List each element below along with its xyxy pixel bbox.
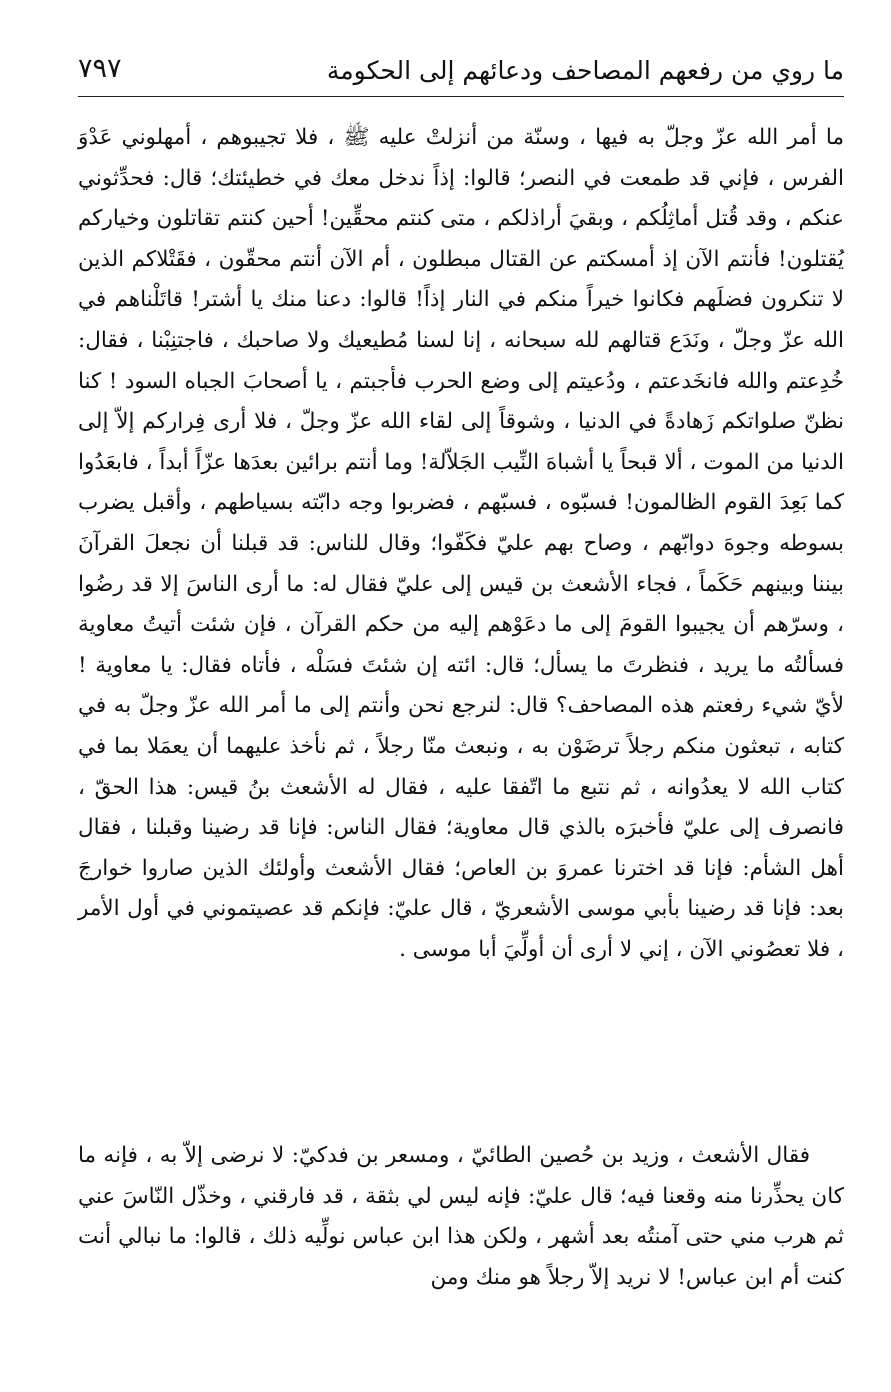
paragraph-text: فقال الأشعث ، وزيد بن حُصين الطائيّ ، ومسعر بن فدكيّ: لا نرضى إلاّ به ، فإنه ما كان يحذِّرنا منه وقعنا فيه؛ قال عليّ: فإنه ليس لي بثقة ، قد فارقني ، وخذّل النّاسَ عني ثم هرب مني حتى آمنتُه بعد أشهر ، ولكن هذا ابن عباس نولِّيه ذلك ، قالوا: ما نبالي أنت كنت أم ابن عباس! لا نريد إلاّ رجلاً هو منك ومن: [78, 1143, 844, 1290]
paragraph-text: ما أمر الله عزّ وجلّ به فيها ، وسنّة من أنزلتْ عليه ﷺ ، فلا تجيبوهم ، أمهلوني عَدْوَ الفرس ، فإني قد طمعت في النصر؛ قالوا: إذاً ندخل معك في خطيئتك؛ قال: فحدِّثوني عنكم ، وقد قُتل أماثِلُكم ، وبقيَ أراذلكم ، متى كنتم محقِّين! أحين كنتم تقاتلون وخياركم يُقتلون! فأنتم الآن إذ أمسكتم عن القتال مبطلون ، أم الآن أنتم محقّون ، فقَتْلاكم الذين لا تنكرون فضلَهم فكانوا خيراً منكم في النار إذاً! قالوا: دعنا منك يا أشتر! قاتَلْناهم في الله عزّ وجلّ ، ونَدَع قتالهم لله سبحانه ، إنا لسنا مُطيعيك ولا صاحبك ، فاجتنِبْنا ، فقال: خُدِعتم والله فانخَدعتم ، ودُعيتم إلى وضع الحرب فأجبتم ، يا أصحابَ الجباه السود ! كنا نظنّ صلواتكم زَهادةً في الدنيا ، وشوقاً إلى لقاء الله عزّ وجلّ ، فلا أرى فِراركم إلاّ إلى الدنيا من الموت ، ألا قبحاً يا أشباهَ النِّيب الجَلاّلة! وما أنتم برائين بعدَها عزّاً أبداً ، فابعَدُوا كما بَعِدَ القوم الظالمون! فسبّوه ، فسبّهم ، فضربوا وجه دابّته بسياطهم ، وأقبل يضرب بسوطه وجوهَ دوابّهم ، وصاح بهم عليّ فكَفّوا؛ وقال للناس: قد قبلنا أن نجعلَ القرآنَ بيننا وبينهم حَكَماً ، فجاء الأشعث بن قيس إلى عليّ فقال له: ما أرى الناسَ إلا قد رضُوا ، وسرّهم أن يجيبوا القومَ إلى ما دعَوْهم إليه من حكم القرآن ، فإن شئت أتيتُ معاوية فسألتُه ما يريد ، فنظرتَ ما يسأل؛ قال: ائته إن شئتَ فسَلْه ، فأتاه فقال: يا معاوية ! لأيّ شيء رفعتم هذه المصاحف؟ قال: لنرجع نحن وأنتم إلى ما أمر الله عزّ وجلّ به في كتابه ، تبعثون منكم رجلاً ترضَوْن به ، ونبعث منّا رجلاً ، ثم نأخذ عليهما أن يعمَلا بما في كتاب الله لا يعدُوانه ، ثم نتبع ما اتّفقا عليه ، فقال له الأشعث بنُ قيس: هذا الحقّ ، فانصرف إلى عليّ فأخبرَه بالذي قال معاوية؛ فقال الناس: فإنا قد رضينا وقبلنا ، فقال أهل الشأم: فإنا قد اخترنا عمروَ بن العاص؛ فقال الأشعث وأولئك الذين صاروا خوارجَ بعد: فإنا قد رضينا بأبي موسى الأشعريّ ، قال عليّ: فإنكم قد عصيتموني في أول الأمر ، فلا تعصُوني الآن ، إني لا أرى أن أولِّيَ أبا موسى .: [78, 125, 844, 962]
header-divider: [78, 96, 844, 97]
body-paragraph: [78, 118, 844, 970]
page-header: [78, 48, 844, 94]
running-title: ما روي من رفعهم المصاحف ودعائهم إلى الحكومة: [326, 56, 844, 85]
body-paragraph: [78, 1136, 844, 1298]
page-number: ٧٩٧: [78, 53, 122, 84]
